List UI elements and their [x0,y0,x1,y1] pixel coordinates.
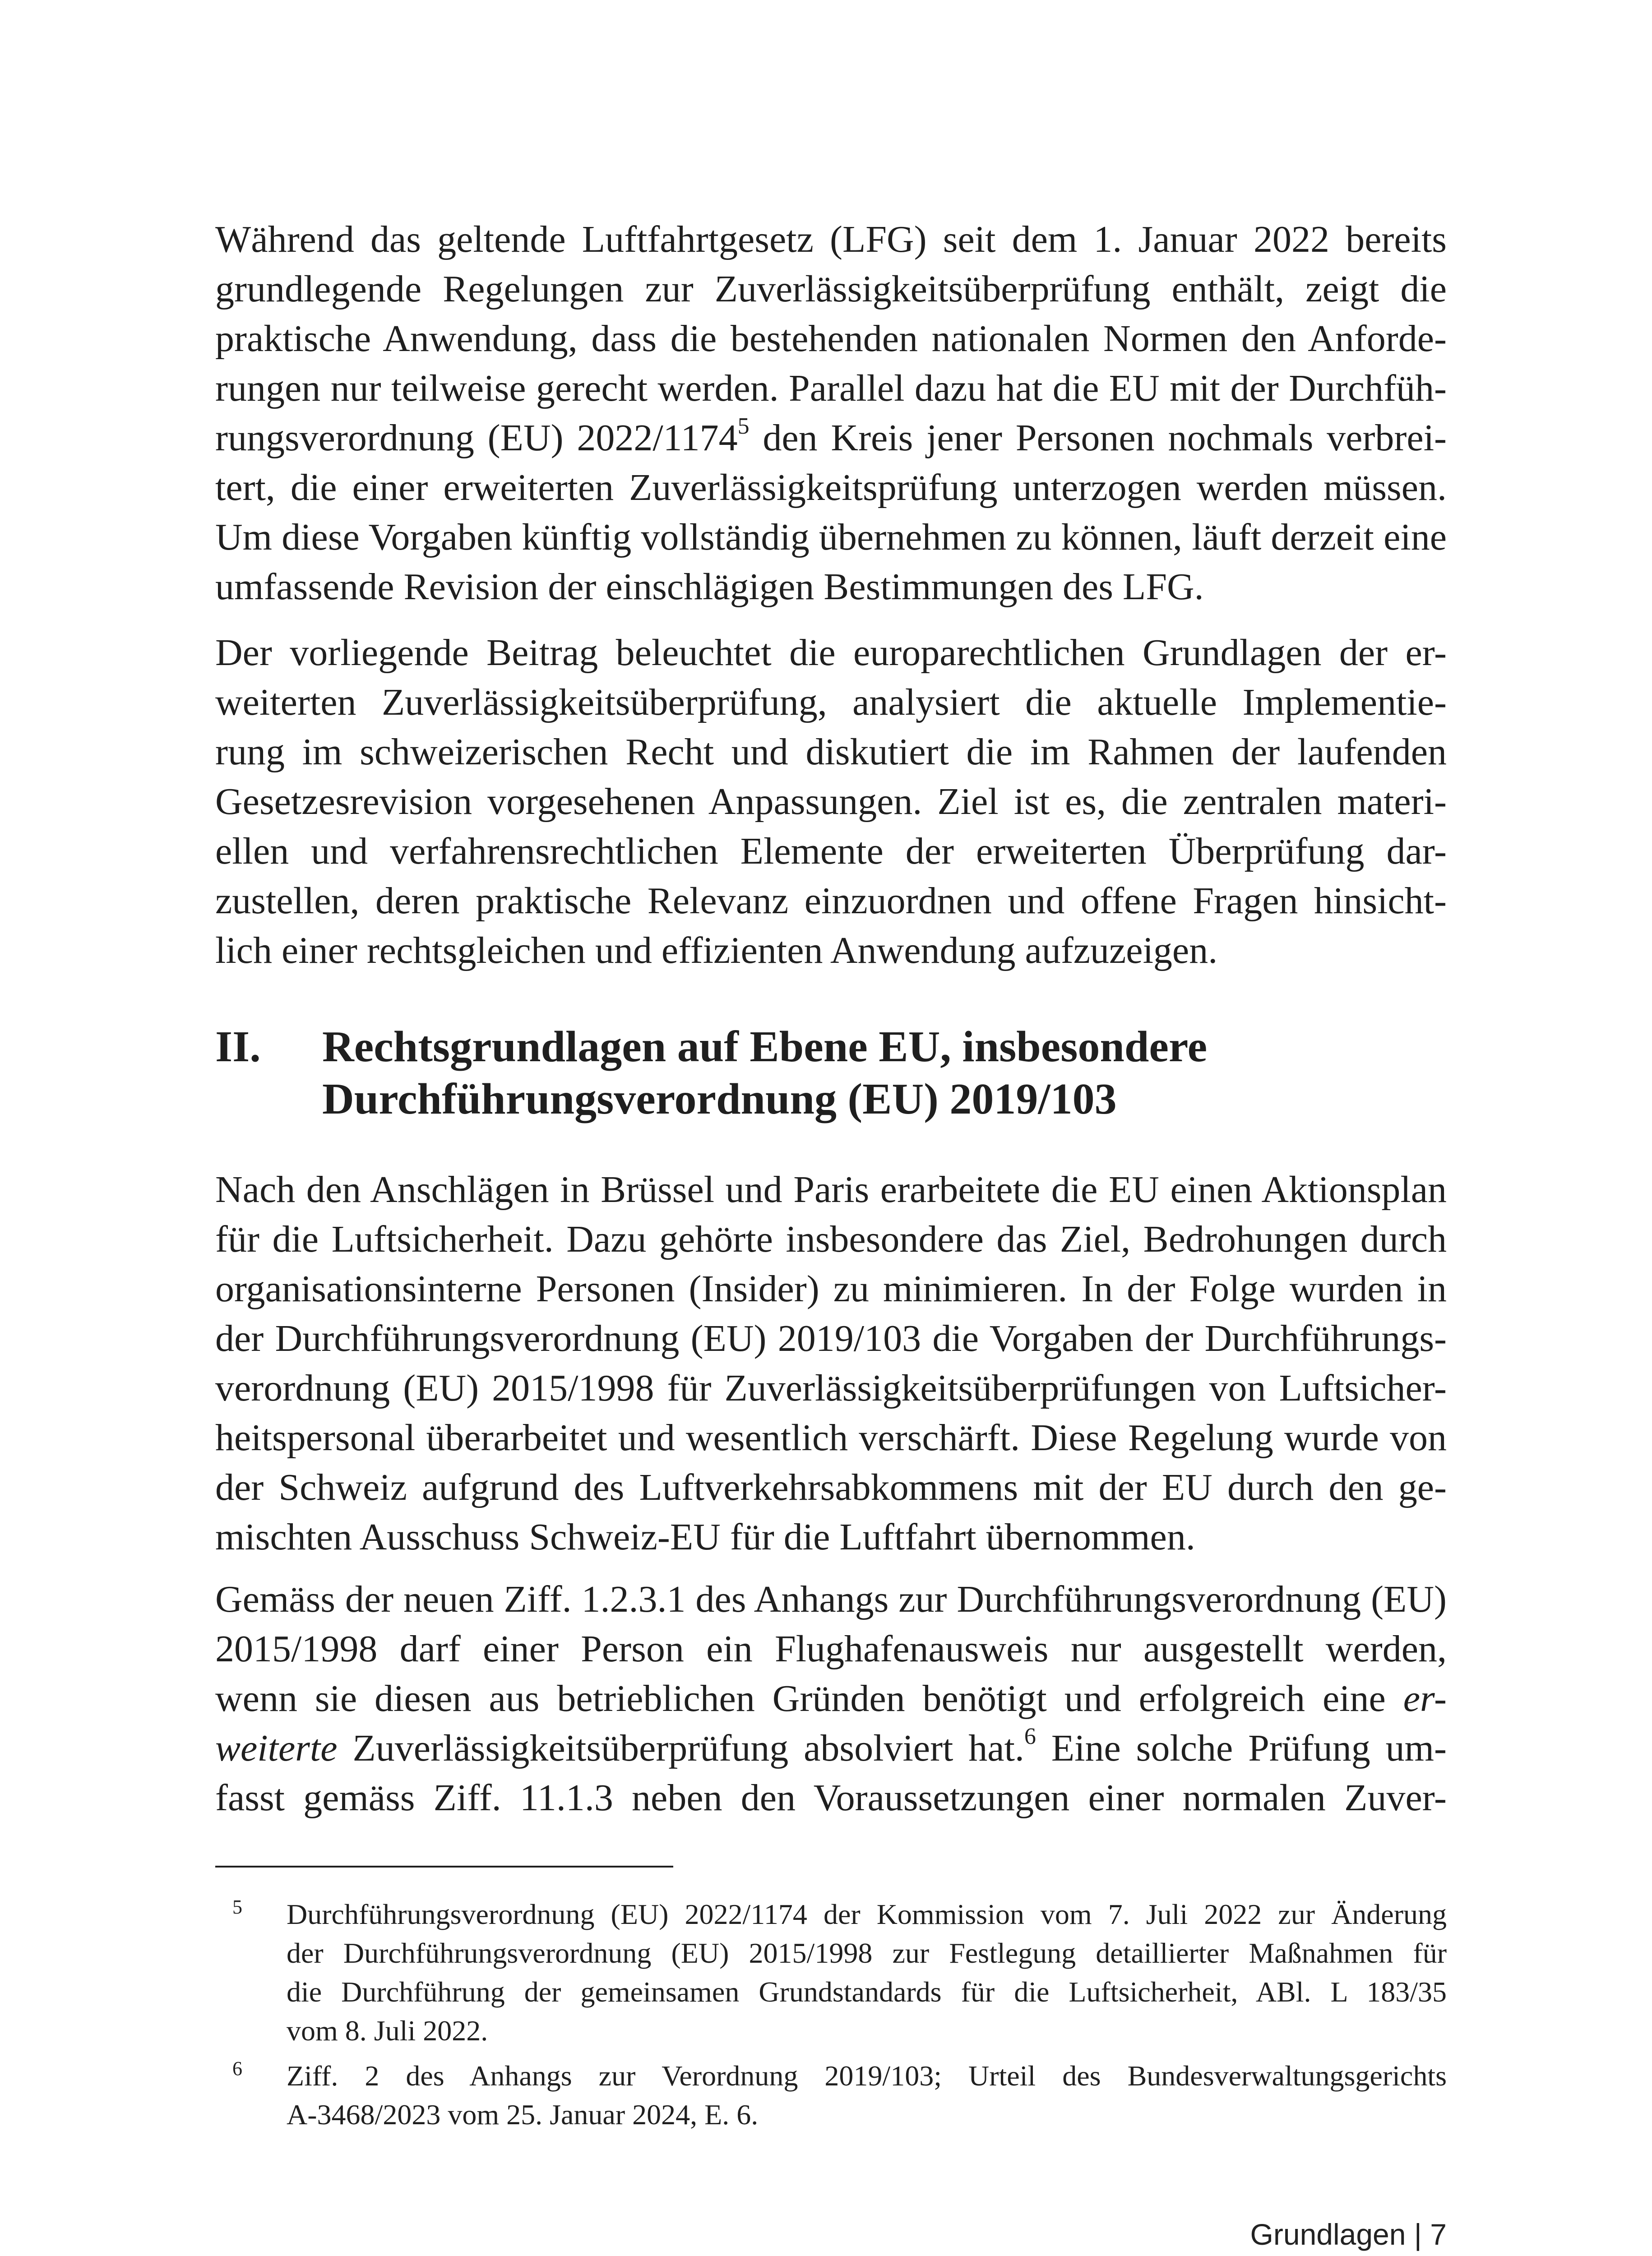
text-line: weiterten Zuverlässigkeitsüberprüfung, analysiert die aktuelle Implementie- [215,681,1447,723]
text-line: wenn sie diesen aus betrieblichen Gründen benötigt und erfolgreich eine er- [215,1678,1447,1720]
footnote-text: Ziff. 2 des Anhangs zur Verordnung 2019/103; Urteil des Bundesverwaltungsgerichts A-3468/2023 vom 25. Januar 2024, E. 6. [287,2060,1447,2131]
text-line: für die Luftsicherheit. Dazu gehörte insbesondere das Ziel, Bedrohungen durch [215,1218,1447,1260]
text-line: mischten Ausschuss Schweiz-EU für die Luftfahrt übernommen. [215,1516,1195,1558]
footnote-ref-6[interactable]: 6 [1024,1724,1036,1749]
footnote-ref-5[interactable]: 5 [737,413,750,439]
text-line: Um diese Vorgaben künftig vollständig übernehmen zu können, läuft derzeit eine [215,516,1447,558]
footnote-number: 6 [232,2057,242,2080]
section-number: II. [215,1022,261,1071]
text-line: Der vorliegende Beitrag beleuchtet die europarechtlichen Grundlagen der er- [215,632,1447,674]
footnote-text: Durchführungsverordnung (EU) 2022/1174 der Kommission vom 7. Juli 2022 zur Änderung der Durchführungsverordnung (EU) 2015/1998 zur Festlegung detaillierter Maßnahmen für die Durchführung der gemeinsamen Grundstandards für die Luftsicherheit, ABl. L 183/35 vom 8. Juli 2022. [287,1898,1447,2047]
section-title: Rechtsgrundlagen auf Ebene EU, insbesondere Durchführungsverordnung (EU) 2019/103 [322,1022,1208,1123]
text-line: rungen nur teilweise gerecht werden. Parallel dazu hat die EU mit der Durchfüh- [215,367,1447,409]
text-line: fasst gemäss Ziff. 11.1.3 neben den Voraussetzungen einer normalen Zuver- [215,1777,1447,1819]
text-line: Gemäss der neuen Ziff. 1.2.3.1 des Anhangs zur Durchführungsverordnung (EU) [215,1578,1447,1620]
text-line: organisationsinterne Personen (Insider) zu minimieren. In der Folge wurden in [215,1268,1447,1310]
text-line: Während das geltende Luftfahrtgesetz (LFG) seit dem 1. Januar 2022 bereits [215,218,1447,260]
paragraph-intro-lfg [215,215,1447,612]
paragraph-eu-action-plan [215,1165,1447,1562]
text-line: Gesetzesrevision vorgesehenen Anpassungen. Ziel ist es, die zentralen materi- [215,781,1447,823]
paragraph-airport-pass [215,1575,1447,1823]
text-line: grundlegende Regelungen zur Zuverlässigkeitsüberprüfung enthält, zeigt die [215,268,1447,310]
footnote-number: 5 [232,1896,242,1918]
text-line: Nach den Anschlägen in Brüssel und Paris erarbeitete die EU einen Aktionsplan [215,1169,1447,1211]
text-line: ellen und verfahrensrechtlichen Elemente der erweiterten Überprüfung dar- [215,830,1447,872]
text-line: der Schweiz aufgrund des Luftverkehrsabkommens mit der EU durch den ge- [215,1466,1447,1508]
text-line: zustellen, deren praktische Relevanz einzuordnen und offene Fragen hinsicht- [215,880,1447,922]
text-line: rung im schweizerischen Recht und diskutiert die im Rahmen der laufenden [215,731,1447,773]
text-line: verordnung (EU) 2015/1998 für Zuverlässigkeitsüberprüfungen von Luftsicher- [215,1367,1447,1409]
paragraph-purpose [215,628,1447,975]
text-line: rungsverordnung (EU) 2022/1174$^5$ den Kreis jener Personen nochmals verbrei- [215,413,1447,459]
text-line: der Durchführungsverordnung (EU) 2019/103 die Vorgaben der Durchführungs- [215,1318,1447,1359]
text-line: umfassende Revision der einschlägigen Bestimmungen des LFG. [215,566,1204,608]
text-line: weiterte Zuverlässigkeitsüberprüfung absolviert hat.$^6$ Eine solche Prüfung um- [215,1724,1447,1769]
page-footer: Grundlagen | 7 [1250,2218,1447,2251]
footnote-separator [215,1866,673,1868]
text-line: lich einer rechtsgleichen und effizienten Anwendung aufzuzeigen. [215,929,1218,971]
text-line: heitspersonal überarbeitet und wesentlich verschärft. Diese Regelung wurde von [215,1417,1447,1459]
text-line: tert, die einer erweiterten Zuverlässigkeitsprüfung unterzogen werden müssen. [215,467,1447,509]
text-line: praktische Anwendung, dass die bestehenden nationalen Normen den Anforde- [215,318,1447,360]
text-line: 2015/1998 darf einer Person ein Flughafenausweis nur ausgestellt werden, [215,1628,1447,1670]
